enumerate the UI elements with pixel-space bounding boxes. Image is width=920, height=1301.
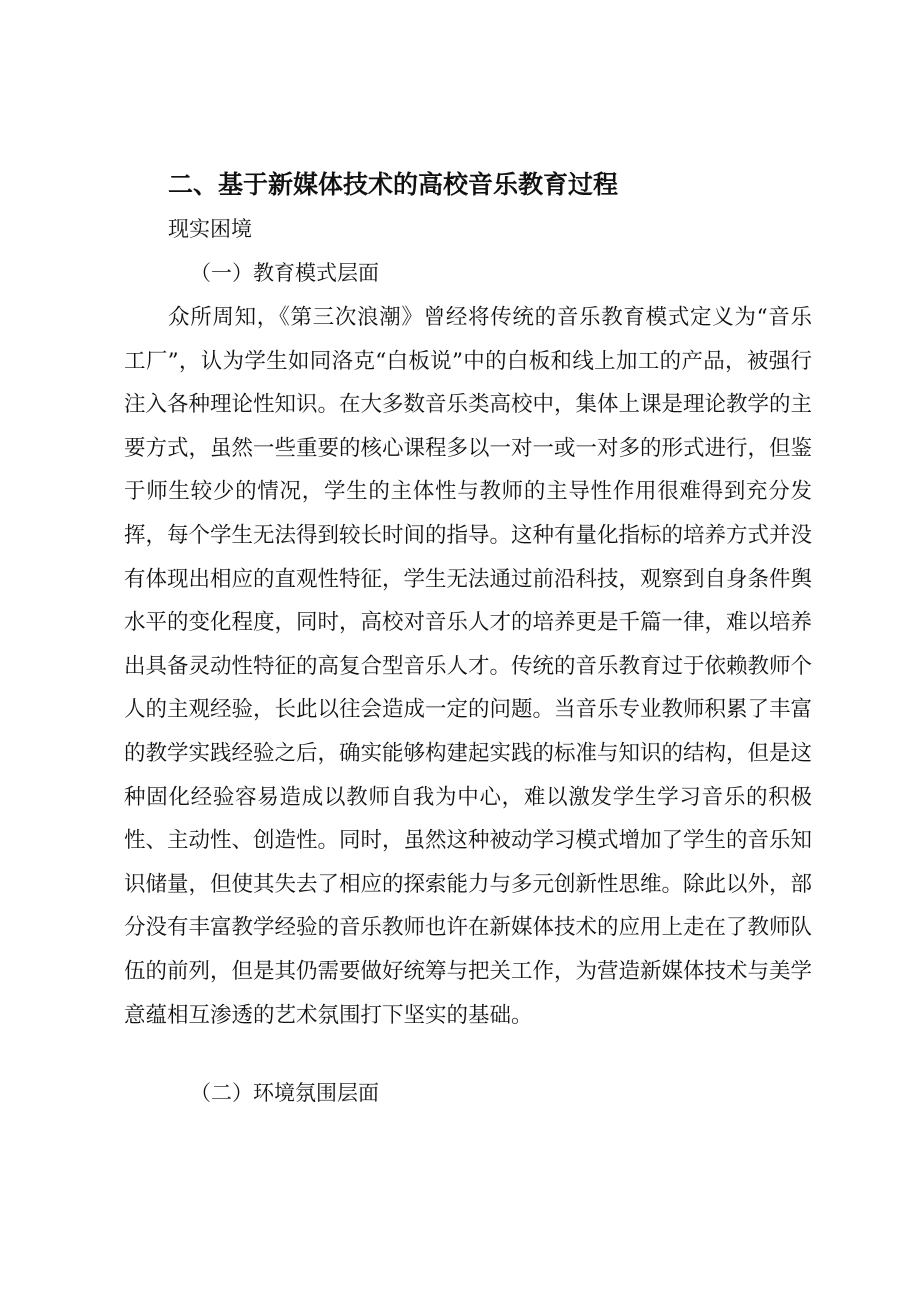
section-title: 二、基于新媒体技术的高校音乐教育过程 — [168, 170, 619, 199]
subsection-heading-education-model: （一）教育模式层面 — [190, 261, 379, 285]
body-paragraph: 众所周知，《第三次浪潮》曾经将传统的音乐教育模式定义为“音乐工厂”，认为学生如同洛克“白板说”中的白板和线上加工的产品，被强行注入各种理论性知识。在大多数音乐类高校中，集体上课是理论教学的主要方式，虽然一些重要的核心课程多以一对一或一对多的形式进行，但鉴于师生较少的情况，学生的主体性与教师的主导性作用很难得到充分发挥，每个学生无法得到较长时间的指导。这种有量化指标的培养方式并没有体现出相应的直观性特征，学生无法通过前沿科技，观察到自身条件舆水平的变化程度，同时，高校对音乐人才的培养更是千篇一律，难以培养出具备灵动性特征的高复合型音乐人才。传统的音乐教育过于依赖教师个人的主观经验，长此以往会造成一定的问题。当音乐专业教师积累了丰富的教学实践经验之后，确实能够构建起实践的标准与知识的结构，但是这种固化经验容易造成以教师自我为中心，难以激发学生学习音乐的积极性、主动性、创造性。同时，虽然这种被动学习模式增加了学生的音乐知识储量，但使其失去了相应的探索能力与多元创新性思维。除此以外，部分没有丰富教学经验的音乐教师也许在新媒体技术的应用上走在了教师队伍的前列，但是其仍需要做好统筹与把关工作，为营造新媒体技术与美学意蕴相互渗透的艺术氛围打下坚实的基础。 — [124, 305, 813, 1028]
subsection-heading-environment: （二）环境氛围层面 — [190, 1081, 379, 1105]
sub-label: 现实困境 — [168, 217, 252, 241]
